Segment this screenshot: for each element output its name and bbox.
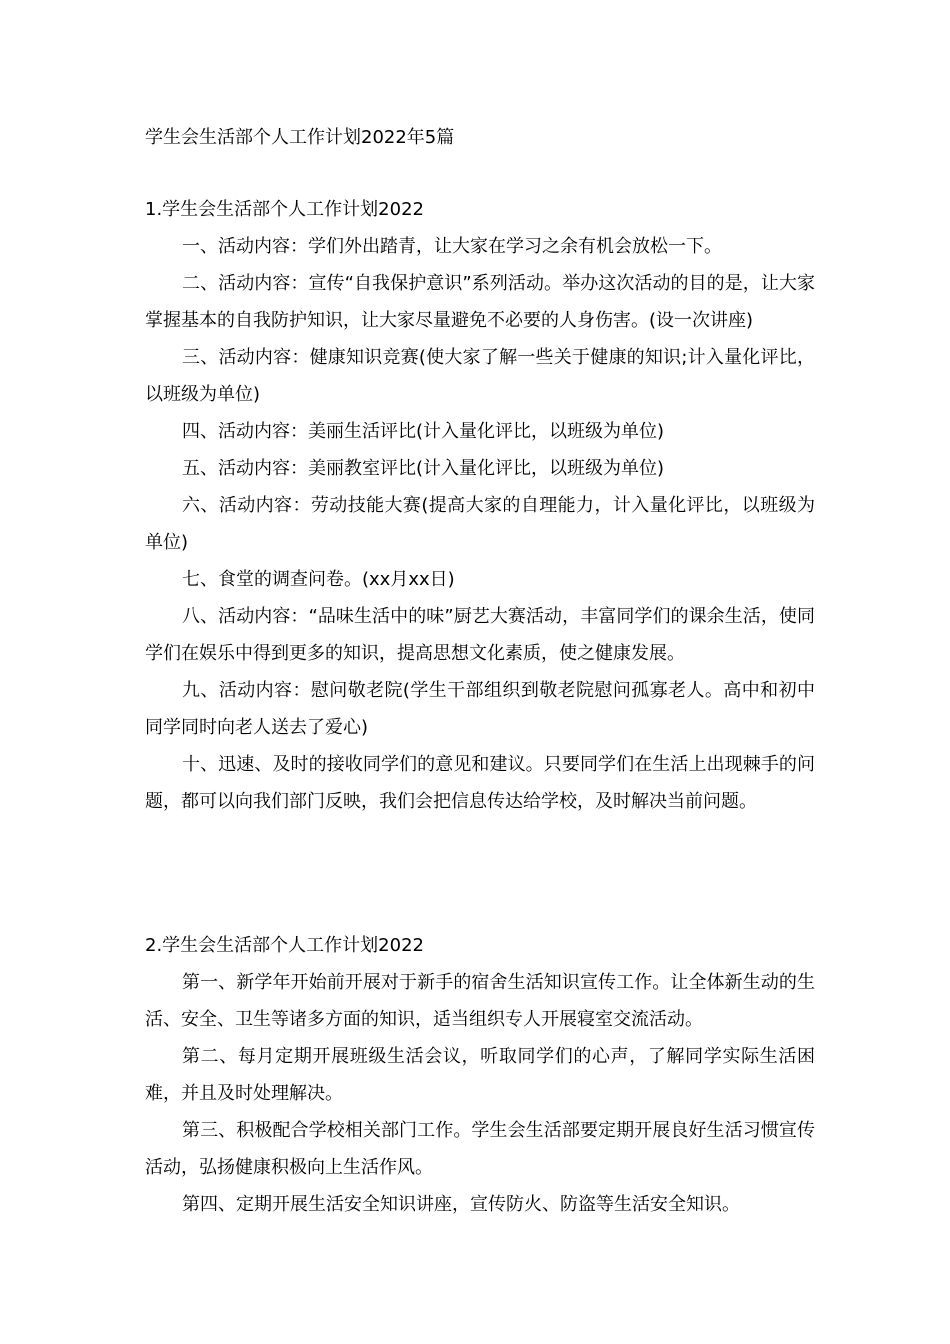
paragraph: 第四、定期开展生活安全知识讲座，宣传防火、防盗等生活安全知识。 <box>182 1194 740 1215</box>
document-title: 学生会生活部个人工作计划2022年5篇 <box>145 127 455 148</box>
paragraph: 七、食堂的调查问卷。(xx月xx日) <box>182 569 455 590</box>
paragraph: 九、活动内容：慰问敬老院(学生干部组织到敬老院慰问孤寡老人。高中和初中同学同时向老人送去了爱心) <box>145 680 815 738</box>
paragraph: 八、活动内容：“品味生活中的味”厨艺大赛活动，丰富同学们的课余生活，使同学们在娱乐中得到更多的知识，提高思想文化素质，使之健康发展。 <box>145 606 815 664</box>
paragraph: 四、活动内容：美丽生活评比(计入量化评比，以班级为单位) <box>182 421 665 442</box>
paragraph: 三、活动内容：健康知识竞赛(使大家了解一些关于健康的知识;计入量化评比，以班级为单位) <box>145 347 815 405</box>
paragraph: 第三、积极配合学校相关部门工作。学生会生活部要定期开展良好生活习惯宣传活动，弘扬健康积极向上生活作风。 <box>145 1120 815 1178</box>
section-1 <box>145 196 815 820</box>
section-2 <box>145 932 815 1223</box>
paragraph: 五、活动内容：美丽教室评比(计入量化评比，以班级为单位) <box>182 458 665 479</box>
paragraph: 二、活动内容：宣传“自我保护意识”系列活动。举办这次活动的目的是，让大家掌握基本的自我防护知识，让大家尽量避免不必要的人身伤害。(设一次讲座) <box>145 273 815 331</box>
paragraph: 第一、新学年开始前开展对于新手的宿舍生活知识宣传工作。让全体新生动的生活、安全、卫生等诸多方面的知识，适当组织专人开展寝室交流活动。 <box>145 972 815 1030</box>
paragraph: 十、迅速、及时的接收同学们的意见和建议。只要同学们在生活上出现棘手的问题，都可以向我们部门反映，我们会把信息传达给学校，及时解决当前问题。 <box>145 754 815 812</box>
paragraph: 第二、每月定期开展班级生活会议，听取同学们的心声，了解同学实际生活困难，并且及时处理解决。 <box>145 1046 815 1104</box>
section-heading: 1.学生会生活部个人工作计划2022 <box>145 199 424 220</box>
paragraph: 六、活动内容：劳动技能大赛(提高大家的自理能力，计入量化评比，以班级为单位) <box>145 495 815 553</box>
section-heading: 2.学生会生活部个人工作计划2022 <box>145 935 424 956</box>
paragraph: 一、活动内容：学们外出踏青，让大家在学习之余有机会放松一下。 <box>182 236 722 257</box>
